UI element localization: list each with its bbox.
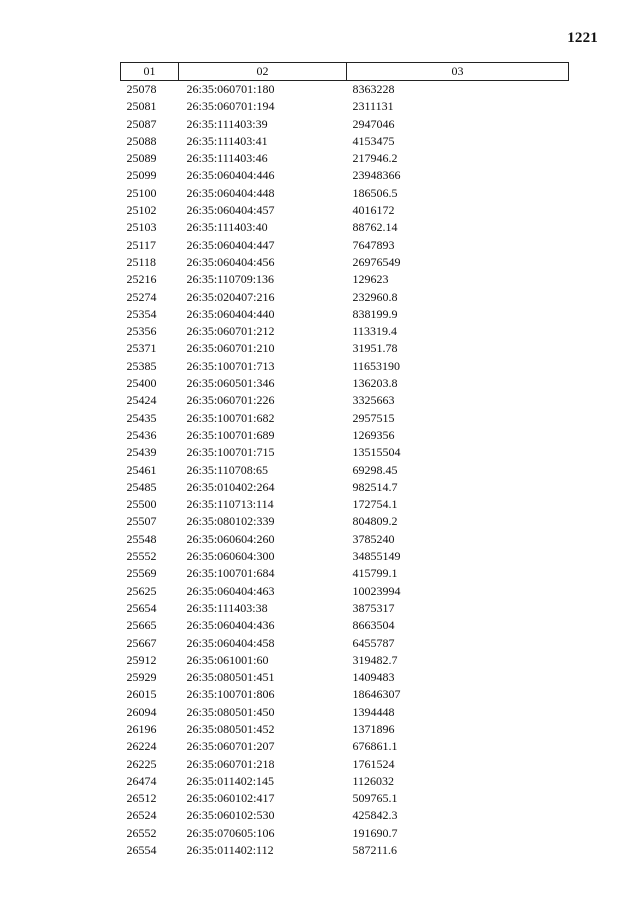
table-row: [121, 600, 569, 617]
cell-id: 26474: [126, 773, 157, 788]
cell-cadastral-number: 26:35:060404:448: [186, 185, 275, 200]
table-row: [121, 738, 569, 755]
cell-id: 25371: [126, 341, 157, 356]
cell-id: 25667: [126, 635, 157, 650]
cell-value: 23948366: [352, 168, 401, 183]
cell-value: 186506.5: [352, 185, 398, 200]
cell-cadastral-number: 26:35:111403:46: [186, 151, 268, 166]
table-row: [121, 652, 569, 669]
table-row: [121, 410, 569, 427]
cell-cadastral-number: 26:35:100701:715: [186, 445, 275, 460]
cell-cadastral-number: 26:35:060404:457: [186, 203, 275, 218]
cell-value: 804809.2: [352, 514, 398, 529]
cell-value: 6455787: [352, 635, 395, 650]
table-row: [121, 842, 569, 859]
cell-value: 191690.7: [352, 825, 398, 840]
cell-cadastral-number: 26:35:060404:463: [186, 583, 275, 598]
cell-value: 8363228: [352, 82, 395, 96]
table-row: [121, 479, 569, 496]
cell-value: 982514.7: [352, 479, 398, 494]
table-row: [121, 807, 569, 824]
cell-id: 25569: [126, 566, 157, 581]
table-header: [121, 63, 569, 81]
cell-value: 26976549: [352, 254, 401, 269]
cell-value: 3325663: [352, 393, 395, 408]
cell-cadastral-number: 26:35:111403:40: [186, 220, 268, 235]
cell-id: 25102: [126, 203, 157, 218]
cell-id: 25089: [126, 151, 157, 166]
cell-value: 172754.1: [352, 497, 398, 512]
cell-id: 25665: [126, 618, 157, 633]
cell-value: 13515504: [352, 445, 401, 460]
cell-cadastral-number: 26:35:060404:458: [186, 635, 275, 650]
table-row: [121, 427, 569, 444]
table-row: [121, 583, 569, 600]
cell-value: 676861.1: [352, 739, 398, 754]
table-row: [121, 669, 569, 686]
cell-value: 34855149: [352, 549, 401, 564]
table-row: [121, 721, 569, 738]
cell-cadastral-number: 26:35:080501:451: [186, 670, 275, 685]
cell-cadastral-number: 26:35:100701:682: [186, 410, 275, 425]
cell-cadastral-number: 26:35:060701:180: [186, 82, 275, 96]
cell-id: 25485: [126, 479, 157, 494]
cell-cadastral-number: 26:35:010402:264: [186, 479, 275, 494]
table-row: [121, 704, 569, 721]
cell-value: 3785240: [352, 531, 395, 546]
cell-value: 2947046: [352, 116, 395, 131]
cell-value: 4153475: [352, 133, 395, 148]
page-number: 1221: [567, 30, 598, 46]
cell-value: 1394448: [352, 704, 395, 719]
cell-id: 26196: [126, 721, 157, 736]
cell-value: 8663504: [352, 618, 395, 633]
table-row: [121, 531, 569, 548]
table-row: [121, 133, 569, 150]
column-header-03: 03: [347, 63, 569, 81]
table-row: [121, 756, 569, 773]
table-row: [121, 289, 569, 306]
table-row: [121, 617, 569, 634]
cell-id: 26524: [126, 808, 157, 823]
table-row: [121, 81, 569, 99]
cell-id: 25274: [126, 289, 157, 304]
table-row: [121, 773, 569, 790]
cell-id: 25625: [126, 583, 157, 598]
cell-value: 1409483: [352, 670, 395, 685]
cell-cadastral-number: 26:35:060604:260: [186, 531, 275, 546]
cell-value: 129623: [352, 272, 389, 287]
cell-value: 3875317: [352, 600, 395, 615]
cell-id: 26094: [126, 704, 157, 719]
cell-id: 25078: [126, 82, 157, 96]
cell-value: 1126032: [352, 773, 395, 788]
cell-value: 11653190: [352, 358, 401, 373]
cell-id: 26224: [126, 739, 157, 754]
cell-value: 2957515: [352, 410, 395, 425]
cell-cadastral-number: 26:35:111403:38: [186, 600, 268, 615]
cell-id: 25439: [126, 445, 157, 460]
cell-value: 838199.9: [352, 306, 398, 321]
cell-value: 113319.4: [352, 324, 398, 339]
cell-id: 25500: [126, 497, 157, 512]
cell-value: 31951.78: [352, 341, 398, 356]
cell-cadastral-number: 26:35:060701:207: [186, 739, 275, 754]
table-row: [121, 513, 569, 530]
column-header-02: 02: [179, 63, 347, 81]
cell-id: 26512: [126, 791, 157, 806]
cell-id: 25435: [126, 410, 157, 425]
cell-id: 25354: [126, 306, 157, 321]
table-row: [121, 167, 569, 184]
cell-id: 25654: [126, 600, 157, 615]
table-row: [121, 825, 569, 842]
cell-cadastral-number: 26:35:060404:446: [186, 168, 275, 183]
cell-id: 26554: [126, 843, 157, 858]
cell-cadastral-number: 26:35:060404:447: [186, 237, 275, 252]
table-row: [121, 444, 569, 461]
cell-id: 25081: [126, 99, 157, 114]
cell-id: 25424: [126, 393, 157, 408]
cell-value: 7647893: [352, 237, 395, 252]
table-row: [121, 323, 569, 340]
table-row: [121, 686, 569, 703]
cell-cadastral-number: 26:35:060701:226: [186, 393, 275, 408]
cell-value: 1761524: [352, 756, 395, 771]
table-header-row: [121, 63, 569, 81]
cell-id: 25461: [126, 462, 157, 477]
cell-value: 509765.1: [352, 791, 398, 806]
cell-cadastral-number: 26:35:080501:450: [186, 704, 275, 719]
cell-id: 25912: [126, 652, 157, 667]
cell-value: 425842.3: [352, 808, 398, 823]
cell-id: 26225: [126, 756, 157, 771]
table-body: [121, 81, 569, 860]
cell-cadastral-number: 26:35:060404:436: [186, 618, 275, 633]
table-row: [121, 790, 569, 807]
cell-cadastral-number: 26:35:060102:417: [186, 791, 275, 806]
table-row: [121, 565, 569, 582]
cell-value: 319482.7: [352, 652, 398, 667]
cell-cadastral-number: 26:35:110709:136: [186, 272, 275, 287]
cell-cadastral-number: 26:35:060701:218: [186, 756, 275, 771]
cell-cadastral-number: 26:35:100701:689: [186, 427, 275, 442]
table-row: [121, 635, 569, 652]
cell-id: 26015: [126, 687, 157, 702]
table-row: [121, 116, 569, 133]
cell-id: 25507: [126, 514, 157, 529]
cell-id: 25436: [126, 427, 157, 442]
table-row: [121, 496, 569, 513]
cell-value: 18646307: [352, 687, 401, 702]
column-header-01: 01: [121, 63, 179, 81]
cell-id: 26552: [126, 825, 157, 840]
table-row: [121, 375, 569, 392]
cell-id: 25088: [126, 133, 157, 148]
cell-cadastral-number: 26:35:080501:452: [186, 721, 275, 736]
table-row: [121, 271, 569, 288]
cell-id: 25548: [126, 531, 157, 546]
cell-id: 25100: [126, 185, 157, 200]
cell-cadastral-number: 26:35:070605:106: [186, 825, 275, 840]
cell-cadastral-number: 26:35:110713:114: [186, 497, 274, 512]
table-row: [121, 358, 569, 375]
cell-value: 136203.8: [352, 376, 398, 391]
cell-id: 25216: [126, 272, 157, 287]
cell-value: 88762.14: [352, 220, 398, 235]
table-row: [121, 219, 569, 236]
cell-id: 25400: [126, 376, 157, 391]
cell-cadastral-number: 26:35:060404:456: [186, 254, 275, 269]
table-row: [121, 306, 569, 323]
cell-cadastral-number: 26:35:061001:60: [186, 652, 269, 667]
cell-cadastral-number: 26:35:100701:806: [186, 687, 275, 702]
cell-id: 25385: [126, 358, 157, 373]
cell-id: 25356: [126, 324, 157, 339]
table-row: [121, 462, 569, 479]
cell-value: 4016172: [352, 203, 395, 218]
cell-cadastral-number: 26:35:011402:112: [186, 843, 274, 858]
cell-value: 2311131: [352, 99, 394, 114]
cell-cadastral-number: 26:35:111403:39: [186, 116, 268, 131]
cell-cadastral-number: 26:35:100701:684: [186, 566, 275, 581]
cell-id: 25117: [126, 237, 157, 252]
cell-cadastral-number: 26:35:020407:216: [186, 289, 275, 304]
data-table: [120, 62, 569, 859]
cell-value: 217946.2: [352, 151, 398, 166]
cell-value: 232960.8: [352, 289, 398, 304]
cell-value: 1269356: [352, 427, 395, 442]
cell-cadastral-number: 26:35:100701:713: [186, 358, 275, 373]
cell-cadastral-number: 26:35:011402:145: [186, 773, 275, 788]
cell-cadastral-number: 26:35:060701:210: [186, 341, 275, 356]
cell-cadastral-number: 26:35:060701:212: [186, 324, 275, 339]
cell-value: 415799.1: [352, 566, 398, 581]
cell-id: 25087: [126, 116, 157, 131]
cell-value: 587211.6: [352, 843, 398, 858]
table-row: [121, 254, 569, 271]
table-row: [121, 185, 569, 202]
cell-id: 25118: [126, 254, 157, 269]
table-row: [121, 150, 569, 167]
table-row: [121, 202, 569, 219]
cell-value: 10023994: [352, 583, 401, 598]
table-row: [121, 340, 569, 357]
cell-value: 69298.45: [352, 462, 398, 477]
cell-id: 25929: [126, 670, 157, 685]
table-row: [121, 237, 569, 254]
cell-cadastral-number: 26:35:060501:346: [186, 376, 275, 391]
cell-cadastral-number: 26:35:060701:194: [186, 99, 275, 114]
cell-cadastral-number: 26:35:060404:440: [186, 306, 275, 321]
table-row: [121, 98, 569, 115]
cell-cadastral-number: 26:35:080102:339: [186, 514, 275, 529]
cell-value: 1371896: [352, 721, 395, 736]
cell-id: 25103: [126, 220, 157, 235]
cell-id: 25099: [126, 168, 157, 183]
cell-id: 25552: [126, 549, 157, 564]
cell-cadastral-number: 26:35:060102:530: [186, 808, 275, 823]
cell-cadastral-number: 26:35:111403:41: [186, 133, 268, 148]
table-row: [121, 548, 569, 565]
cell-cadastral-number: 26:35:110708:65: [186, 462, 269, 477]
cell-cadastral-number: 26:35:060604:300: [186, 549, 275, 564]
table-row: [121, 392, 569, 409]
